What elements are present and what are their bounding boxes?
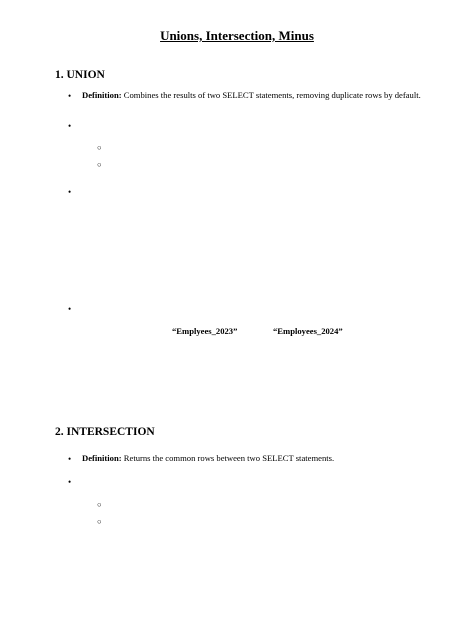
section-heading-intersection: 2. INTERSECTION — [55, 426, 155, 438]
bullet-marker: • — [68, 91, 72, 101]
definition-text: Returns the common rows between two SELECT statements. — [123, 453, 335, 463]
table-name-2023: “Emplyees_2023” — [172, 326, 238, 336]
subbullet-marker: ○ — [97, 160, 102, 169]
bullet-marker: • — [68, 187, 72, 197]
bullet-marker: • — [68, 477, 72, 487]
union-definition — [82, 90, 432, 101]
subbullet-marker: ○ — [97, 143, 102, 152]
bullet-marker: • — [68, 454, 72, 464]
bullet-marker: • — [68, 304, 72, 314]
definition-label: Definition: — [82, 90, 122, 100]
subbullet-marker: ○ — [97, 517, 102, 526]
section-heading-union: 1. UNION — [55, 69, 105, 81]
document-title: Unions, Intersection, Minus — [160, 28, 314, 43]
intersection-definition — [82, 453, 432, 464]
bullet-marker: • — [68, 121, 72, 131]
table-name-2024: “Employees_2024” — [273, 326, 343, 336]
definition-label: Definition: — [82, 453, 122, 463]
definition-text: Combines the results of two SELECT statements, removing duplicate rows by default. — [123, 90, 421, 100]
subbullet-marker: ○ — [97, 500, 102, 509]
